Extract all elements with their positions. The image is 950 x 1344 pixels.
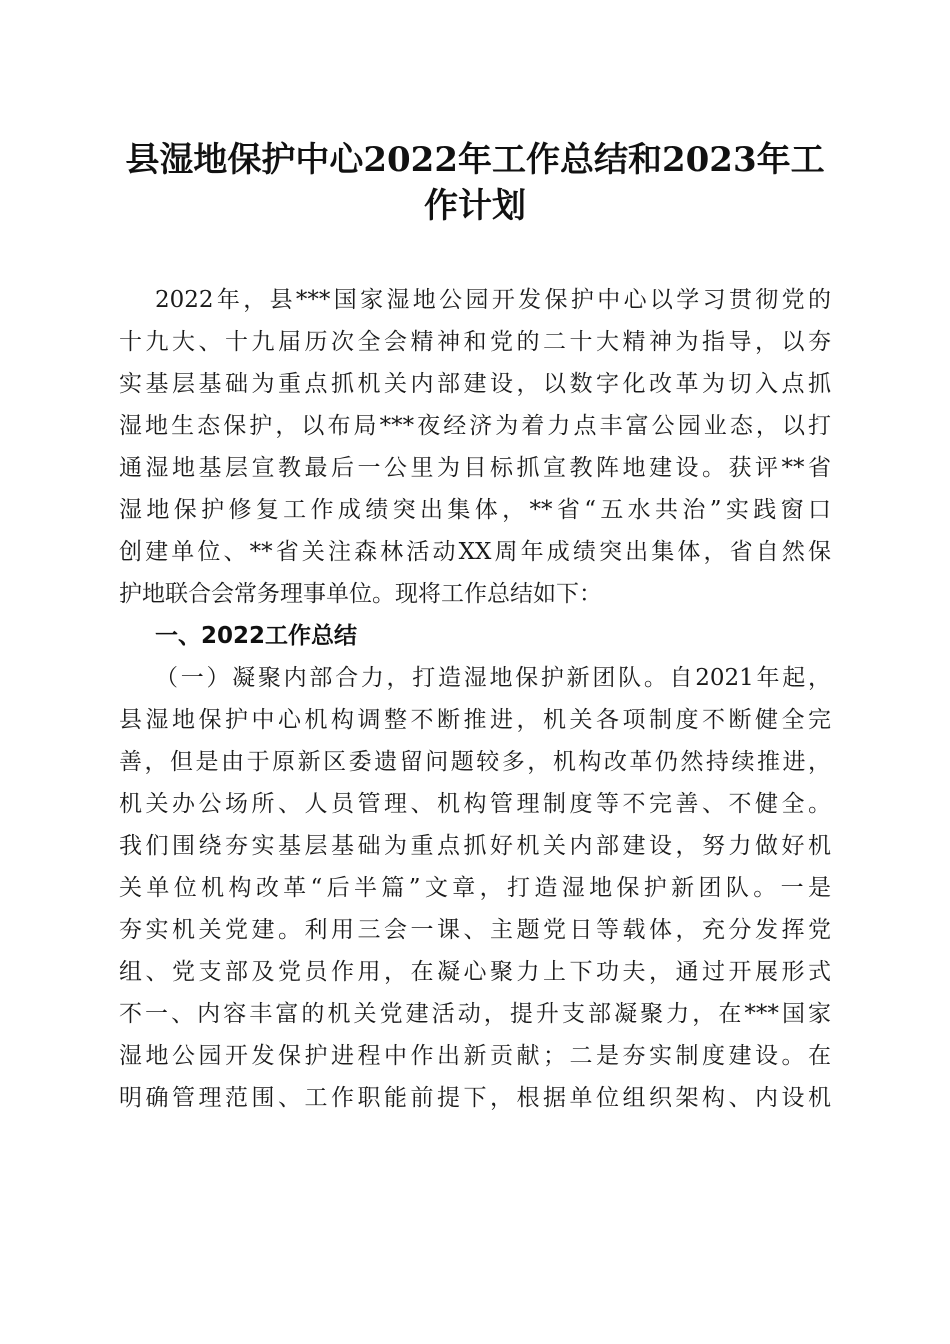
section-paragraph-line: 机关办公场所、人员管理、机构管理制度等不完善、不健全。 <box>119 791 831 817</box>
intro-paragraph-line: 湿地生态保护，以布局***夜经济为着力点丰富公园业态，以打 <box>119 413 831 439</box>
intro-paragraph-line: 十九大、十九届历次全会精神和党的二十大精神为指导，以夯 <box>119 329 831 355</box>
section-paragraph-line: 组、党支部及党员作用，在凝心聚力上下功夫，通过开展形式 <box>119 959 831 985</box>
intro-paragraph-line: 创建单位、**省关注森林活动XX周年成绩突出集体，省自然保 <box>119 539 831 565</box>
intro-paragraph-line: 通湿地基层宣教最后一公里为目标抓宣教阵地建设。获评**省 <box>119 455 831 481</box>
document-title-line-1: 县湿地保护中心2022年工作总结和2023年工 <box>125 140 825 180</box>
section-paragraph-line: 明确管理范围、工作职能前提下，根据单位组织架构、内设机 <box>119 1085 831 1111</box>
intro-paragraph-line: 实基层基础为重点抓机关内部建设，以数字化改革为切入点抓 <box>119 371 831 397</box>
section-paragraph-line: 县湿地保护中心机构调整不断推进，机关各项制度不断健全完 <box>119 707 831 733</box>
section-paragraph-line: 关单位机构改革“后半篇”文章，打造湿地保护新团队。一是 <box>119 875 831 901</box>
intro-paragraph-line: 2022年，县***国家湿地公园开发保护中心以学习贯彻党的 <box>155 287 831 313</box>
section-paragraph-line: 我们围绕夯实基层基础为重点抓好机关内部建设，努力做好机 <box>119 833 831 859</box>
section-paragraph-line: （一）凝聚内部合力，打造湿地保护新团队。自2021年起， <box>155 665 831 691</box>
section-paragraph-line: 不一、内容丰富的机关党建活动，提升支部凝聚力，在***国家 <box>119 1001 831 1027</box>
section-paragraph-line: 善，但是由于原新区委遗留问题较多，机构改革仍然持续推进， <box>119 749 831 775</box>
intro-paragraph-line: 护地联合会常务理事单位。现将工作总结如下： <box>119 581 602 607</box>
document-title-line-2: 作计划 <box>424 186 526 226</box>
intro-paragraph-line: 湿地保护修复工作成绩突出集体，**省“五水共治”实践窗口 <box>119 497 831 523</box>
section-paragraph-line: 夯实机关党建。利用三会一课、主题党日等载体，充分发挥党 <box>119 917 831 943</box>
section-paragraph-line: 湿地公园开发保护进程中作出新贡献；二是夯实制度建设。在 <box>119 1043 831 1069</box>
section-heading: 一、2022工作总结 <box>155 623 358 649</box>
